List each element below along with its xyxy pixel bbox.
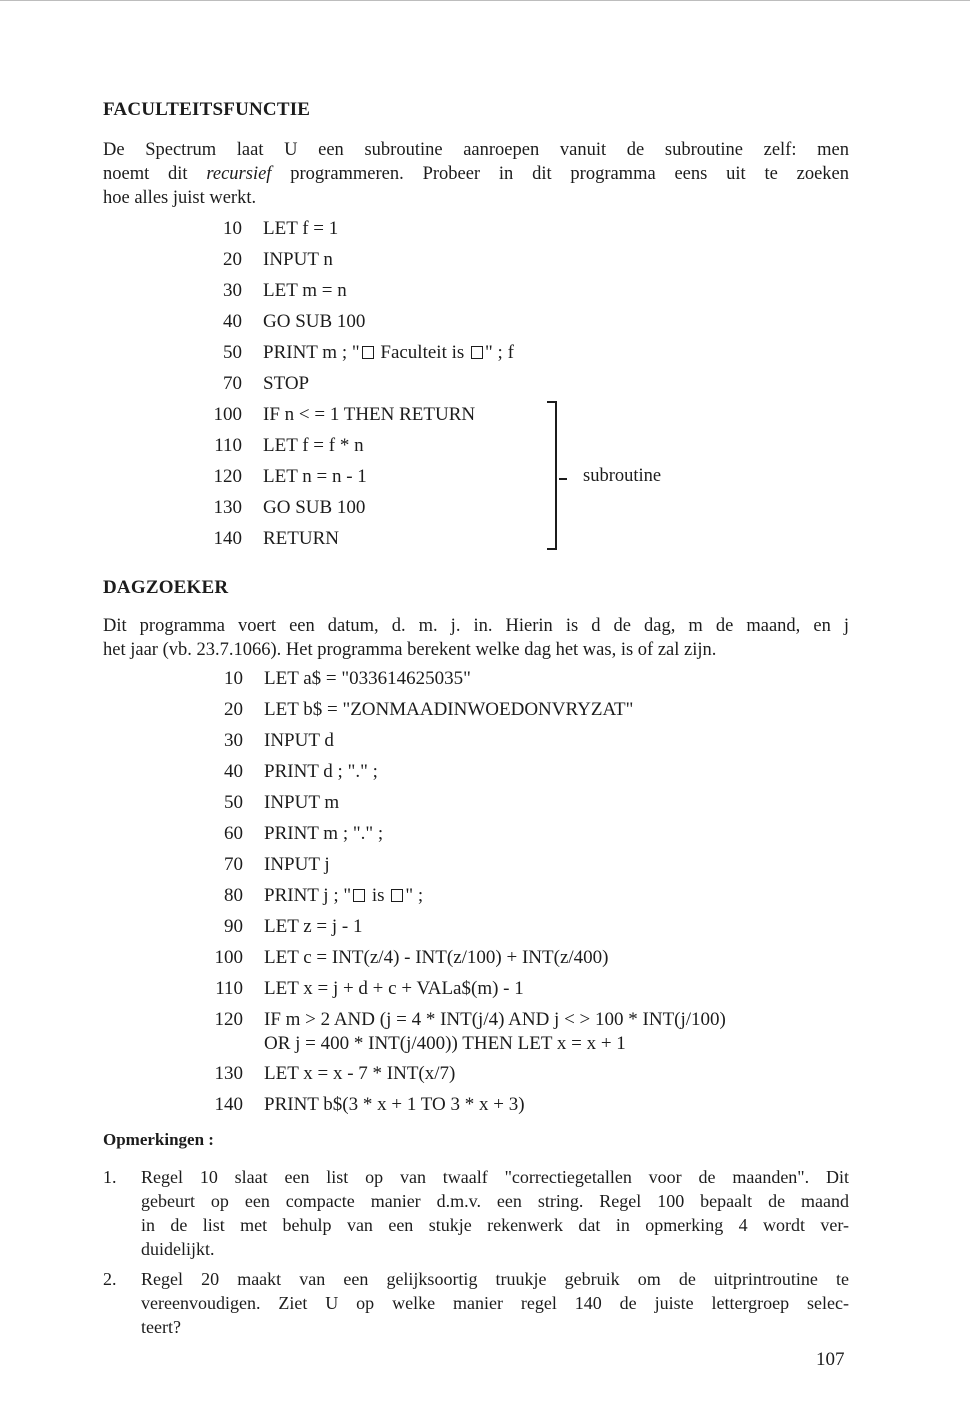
line-number: 30: [223, 280, 242, 301]
code-text: LET m = n: [263, 280, 347, 301]
remark-text: Regel 10 slaat een list op van twaalf "correctiegetallen voor de maanden". Dit gebeurt op een compacte manier d.m.v. een string. Regel 100 bepaalt de maand in de list met behulp van een stukje rekenwerk dat in opmerking 4 wordt ver- duidelijkt.: [141, 1167, 849, 1259]
line-number: 100: [214, 947, 243, 968]
code-text: INPUT d: [264, 730, 334, 751]
subroutine-bracket-tick: [559, 478, 567, 480]
page-top-rule: [0, 0, 970, 1]
code-text: OR j = 400 * INT(j/400)) THEN LET x = x + 1: [264, 1033, 626, 1054]
line-number: 50: [224, 792, 243, 813]
code-text: LET f = 1: [263, 218, 339, 239]
line-number: 110: [215, 978, 243, 999]
code-text: INPUT n: [263, 249, 333, 270]
page-number: 107: [816, 1349, 845, 1370]
code-text: PRINT j ; " is " ;: [264, 885, 424, 906]
code-text: LET c = INT(z/4) - INT(z/100) + INT(z/400): [264, 947, 609, 968]
code-text: LET n = n - 1: [263, 466, 367, 487]
code-text: LET b$ = "ZONMAADINWOEDONVRYZAT": [264, 699, 634, 720]
code-text: GO SUB 100: [263, 497, 366, 518]
emphasis-recursief: recursief: [206, 164, 272, 184]
subroutine-label: subroutine: [583, 466, 662, 486]
line-number: 90: [224, 916, 243, 937]
line-number: 20: [223, 249, 242, 270]
line-number: 70: [223, 373, 242, 394]
space-symbol-icon: [362, 346, 374, 359]
space-symbol-icon: [391, 889, 403, 902]
space-symbol-icon: [353, 889, 365, 902]
code-text: INPUT j: [264, 854, 330, 875]
code-text: STOP: [263, 373, 310, 394]
code-text: IF m > 2 AND (j = 4 * INT(j/4) AND j < > 100 * INT(j/100): [264, 1009, 726, 1030]
remark-number: 1.: [103, 1167, 117, 1187]
line-number: 40: [224, 761, 243, 782]
subroutine-bracket: [547, 401, 557, 550]
code-text: PRINT m ; " Faculteit is " ; f: [263, 342, 514, 363]
line-number: 30: [224, 730, 243, 751]
code-text: LET f = f * n: [263, 435, 364, 456]
intro-line: het jaar (vb. 23.7.1066). Het programma berekent welke dag het was, is of zal zijn.: [103, 640, 717, 660]
section-heading-dagzoeker: DAGZOEKER: [103, 577, 229, 598]
line-number: 110: [214, 435, 242, 456]
line-number: 70: [224, 854, 243, 875]
line-number: 10: [223, 218, 242, 239]
code-text: IF n < = 1 THEN RETURN: [263, 404, 476, 425]
line-number: 80: [224, 885, 243, 906]
section-heading-faculteitsfunctie: FACULTEITSFUNCTIE: [103, 99, 311, 120]
line-number: 130: [214, 1063, 243, 1084]
code-text: INPUT m: [264, 792, 340, 813]
remark-text: Regel 20 maakt van een gelijksoortig truukje gebruik om de uitprintroutine te vereenvoudigen. Ziet U op welke manier regel 140 de juiste lettergroep selec- teert?: [141, 1269, 849, 1337]
line-number: 130: [213, 497, 242, 518]
line-number: 10: [224, 668, 243, 689]
code-text: PRINT d ; "." ;: [264, 761, 378, 782]
code-text: GO SUB 100: [263, 311, 366, 332]
intro-line: noemt dit recursief programmeren. Probeer in dit programma eens uit te zoeken: [103, 164, 849, 184]
line-number: 120: [214, 1009, 243, 1030]
intro-line: hoe alles juist werkt.: [103, 188, 257, 208]
line-number: 120: [213, 466, 242, 487]
code-text: LET z = j - 1: [264, 916, 363, 937]
intro-line: De Spectrum laat U een subroutine aanroepen vanuit de subroutine zelf: men: [103, 140, 849, 160]
line-number: 40: [223, 311, 242, 332]
space-symbol-icon: [471, 346, 483, 359]
code-text: LET x = j + d + c + VALa$(m) - 1: [264, 978, 524, 999]
remarks-heading: Opmerkingen :: [103, 1130, 214, 1149]
line-number: 50: [223, 342, 242, 363]
code-text: LET x = x - 7 * INT(x/7): [264, 1063, 456, 1084]
code-text: LET a$ = "033614625035": [264, 668, 471, 689]
remark-number: 2.: [103, 1269, 117, 1289]
code-text: RETURN: [263, 528, 339, 549]
dagzoeker-intro: [103, 614, 849, 662]
line-number: 60: [224, 823, 243, 844]
line-number: 140: [213, 528, 242, 549]
line-number: 140: [214, 1094, 243, 1115]
intro-line: Dit programma voert een datum, d. m. j. in. Hierin is d de dag, m de maand, en j: [103, 616, 849, 636]
line-number: 100: [213, 404, 242, 425]
line-number: 20: [224, 699, 243, 720]
code-text: PRINT m ; "." ;: [264, 823, 384, 844]
code-text: PRINT b$(3 * x + 1 TO 3 * x + 3): [264, 1094, 525, 1115]
faculteit-intro: [103, 138, 849, 210]
